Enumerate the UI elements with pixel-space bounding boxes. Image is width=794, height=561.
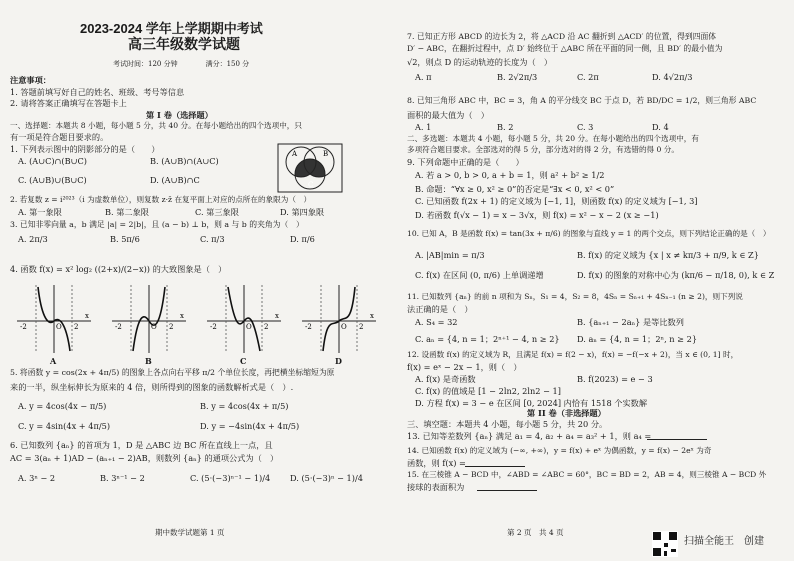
q3-option-a: A. 2π/3 [18, 234, 48, 244]
graph-c-tick-2: 2 [264, 323, 269, 331]
page-footer-right: 第 2 页 共 4 页 [507, 528, 564, 537]
venn-label-b: B [323, 150, 329, 158]
question-7-line3: √2，则点 D 的运动轨迹的长度为（ ） [407, 57, 553, 67]
question-8-line1: 8. 已知三角形 ABC 中，BC = 3，角 A 的平分线交 BC 于点 D，若 BD/DC = 1/2，则三角形 ABC [407, 96, 757, 105]
q1-option-d: D. (A∪B)∩C [150, 175, 200, 185]
graph-option-b [110, 283, 188, 355]
graph-c-tick-neg2: -2 [210, 323, 217, 331]
graph-option-d [300, 283, 378, 355]
graph-b-tick-2: 2 [169, 323, 174, 331]
question-7-line2: D′ − ABC，在翻折过程中，点 D′ 始终位于 △ABC 所在平面的同一侧，且 BD′ 的最小值为 [407, 44, 723, 53]
q8-option-d: D. 4 [652, 122, 669, 132]
q7-option-a: A. π [415, 72, 432, 82]
graph-d-tick-origin: O [341, 323, 347, 331]
q12-option-a: A. f(x) 是奇函数 [415, 374, 476, 384]
page-footer-left: 期中数学试题第 1 页 [155, 528, 225, 537]
notice-1: 1. 答题前填写好自己的姓名、班级、考号等信息 [10, 87, 185, 97]
question-13: 13. 已知等差数列 {aₙ} 满足 a₁ = 4, a₂ + a₄ = a₃² + 1，则 a₄ = [407, 431, 652, 441]
q10-option-b: B. f(x) 的定义域为 {x | x ≠ kπ/3 + π/9, k ∈ Z} [577, 250, 759, 260]
q3-option-c: C. π/3 [200, 234, 225, 244]
q2-option-d: D. 第四象限 [280, 207, 325, 217]
q5-option-a: A. y = 4cos(4x − π/5) [18, 401, 107, 411]
part2-heading: 第 II 卷（非选择题） [527, 408, 606, 418]
graph-b-tick-neg2: -2 [115, 323, 122, 331]
graph-c-label: C [240, 356, 247, 366]
q7-option-d: D. 4√2π/3 [652, 72, 693, 82]
notice-title: 注意事项： [10, 75, 51, 85]
question-6-line1: 6. 已知数列 {aₙ} 的首项为 1，D 是 △ABC 边 BC 所在直线上一点，且 [10, 440, 273, 450]
q12-option-b: B. f(2023) = e − 3 [577, 374, 653, 384]
question-14-line2: 函数，则 f(x) = [407, 458, 466, 468]
venn-label-c: C [308, 181, 314, 189]
q1-option-c: C. (A∪B)∪(B∪C) [18, 175, 87, 185]
q3-option-b: B. 5π/6 [110, 234, 140, 244]
graph-d-tick-2: 2 [359, 323, 364, 331]
q1-option-b: B. (A∪B)∩(A∪C) [150, 156, 219, 166]
exam-info: 考试时间：120 分钟 满分：150 分 [113, 60, 250, 68]
q9-option-b: B. 命题：“∀x ≥ 0, x² ≥ 0”的否定是“∃x < 0, x² < 0” [415, 184, 615, 194]
question-5-line2: 来的一半，纵坐标伸长为原来的 4 倍，则所得到的图象的函数解析式是（ ）. [10, 382, 294, 392]
q9-option-a: A. 若 a > 0, b > 0, a + b = 1，则 a² + b² ≥ 1/2 [415, 170, 605, 180]
q9-option-c: C. 已知函数 f(2x + 1) 的定义域为 [−1, 1]，则函数 f(x) 的定义域为 [−1, 3] [415, 196, 698, 206]
question-10: 10. 已知 A，B 是函数 f(x) = tan(3x + π/6) 的图象与直线 y = 1 的两个交点，则下列结论正确的是（ ） [407, 229, 771, 238]
q11-option-d: D. aₙ = {4, n = 1；2ⁿ, n ≥ 2} [577, 334, 698, 344]
graph-b-label: B [145, 356, 152, 366]
question-1: 1. 下列表示图中的阴影部分的是（ ） [10, 144, 160, 154]
question-5-line1: 5. 将函数 y = cos(2x + 4π/5) 的图象上各点向右平移 π/2 个单位长度，再把横坐标缩短为原 [10, 368, 335, 377]
q10-option-d: D. f(x) 的图象的对称中心为 (kπ/6 − π/18, 0), k ∈ Z [577, 270, 775, 280]
question-2: 2. 若复数 z = i²⁰²³（i 为虚数单位），则复数 z·z̄ 在复平面上对应的点所在的象限为（ ） [10, 195, 312, 204]
question-4: 4. 函数 f(x) = x² log₂ ((2+x)/(2−x)) 的大致图象是（ ） [10, 264, 227, 274]
question-7-line1: 7. 已知正方形 ABCD 的边长为 2，将 △ACD 沿 AC 翻折到 △ACD′ 的位置，得到四面体 [407, 32, 717, 41]
q7-option-b: B. 2√2π/3 [497, 72, 538, 82]
q12-option-d: D. 方程 f(x) = 3 − e 在区间 [0, 2024] 内恰有 1518 个实数解 [415, 398, 648, 408]
part1-heading: 第 I 卷（选择题） [146, 110, 213, 120]
graph-b-x-label: x [180, 312, 184, 320]
q12-option-c: C. f(x) 的值域是 [1 − 2ln2, 2ln2 − 1] [415, 386, 561, 396]
graph-a-tick-2: 2 [74, 323, 79, 331]
q11-option-b: B. {aₙ₊₁ − 2aₙ} 是等比数列 [577, 317, 684, 327]
exam-subtitle: 高三年级数学试题 [128, 37, 240, 53]
q2-option-b: B. 第二象限 [105, 207, 149, 217]
section1-instructions-line1: 一、选择题：本题共 8 小题，每小题 5 分，共 40 分。在每小题给出的四个选项中，只 [10, 121, 302, 130]
question-15-line1: 15. 在三棱锥 A − BCD 中，∠ABD = ∠ABC = 60°，BC = BD = 2，AB = 4，则三棱锥 A − BCD 外 [407, 470, 767, 479]
q6-option-d: D. (5·(−3)ⁿ − 1)/4 [290, 473, 363, 483]
q10-option-c: C. f(x) 在区间 (0, π/6) 上单调递增 [415, 270, 544, 280]
qr-code-icon [652, 531, 678, 557]
question-8-line2: 面积的最大值为（ ） [407, 110, 489, 120]
section1-instructions-line2: 有一项是符合题目要求的。 [10, 132, 109, 142]
graph-b-tick-origin: O [151, 323, 157, 331]
q2-option-c: C. 第三象限 [195, 207, 239, 217]
section2-instructions-line2: 多项符合题目要求。全部选对的得 5 分，部分选对的得 2 分，有选错的得 0 分。 [407, 145, 679, 154]
q14-answer-blank[interactable] [465, 466, 525, 467]
q8-option-c: C. 3 [577, 122, 594, 132]
question-9: 9. 下列命题中正确的是（ ） [407, 157, 524, 167]
graph-option-c [205, 283, 283, 355]
question-11-line2: 法正确的是（ ） [407, 304, 473, 314]
section3-instructions: 三、填空题：本题共 4 小题，每小题 5 分，共 20 分。 [407, 419, 608, 429]
exam-title: 2023-2024 学年上学期期中考试 [80, 21, 263, 36]
scanner-watermark-text: 扫描全能王 创建 [684, 536, 764, 547]
q7-option-c: C. 2π [577, 72, 599, 82]
section2-instructions-line1: 二、多选题：本题共 4 小题，每小题 5 分，共 20 分。在每小题给出的四个选项中，有 [407, 134, 699, 143]
q11-option-c: C. aₙ = {4, n = 1；2ⁿ⁺¹ − 4, n ≥ 2} [415, 334, 560, 344]
question-11-line1: 11. 已知数列 {aₙ} 的前 n 项和为 Sₙ，S₁ = 4，S₂ = 8，4Sₙ = Sₙ₊₁ + 4Sₙ₋₁ (n ≥ 2)，则下列说 [407, 292, 743, 301]
graph-c-tick-origin: O [246, 323, 252, 331]
q1-option-a: A. (A∪C)∩(B∪C) [18, 156, 87, 166]
question-6-line2: AC = 3(aₙ + 1)AD − (aₙ₊₁ − 2)AB，则数列 {aₙ} 的通项公式为（ ） [10, 453, 279, 463]
question-3: 3. 已知非零向量 a，b 满足 |a| = 2|b|，且 (a − b) ⊥ b，则 a 与 b 的夹角为（ ） [10, 220, 304, 229]
q6-option-a: A. 3ⁿ − 2 [18, 473, 56, 483]
q8-option-a: A. 1 [415, 122, 432, 132]
graph-a-x-label: x [85, 312, 89, 320]
graph-c-x-label: x [275, 312, 279, 320]
question-12-line1: 12. 设函数 f(x) 的定义域为 R，且满足 f(x) = f(2 − x)，f(x) = −f(−x + 2)，当 x ∈ (0, 1] 时， [407, 350, 739, 359]
graph-a-label: A [50, 356, 57, 366]
graph-option-a [15, 283, 93, 355]
q5-option-c: C. y = 4sin(4x + 4π/5) [18, 421, 111, 431]
graph-d-label: D [335, 356, 342, 366]
q2-option-a: A. 第一象限 [18, 207, 62, 217]
q6-option-c: C. (5·(−3)ⁿ⁻¹ − 1)/4 [190, 473, 271, 483]
q13-answer-blank[interactable] [647, 439, 707, 440]
question-14-line1: 14. 已知函数 f(x) 的定义域为 (−∞, +∞)，y = f(x) + eˣ 为偶函数，y = f(x) − 2eˣ 为奇 [407, 446, 712, 455]
graph-d-x-label: x [370, 312, 374, 320]
venn-diagram [277, 143, 343, 193]
q9-option-d: D. 若函数 f(√x − 1) = x − 3√x，则 f(x) = x² − x − 2 (x ≥ −1) [415, 210, 659, 220]
q15-answer-blank[interactable] [477, 490, 537, 491]
venn-label-a: A [292, 150, 298, 158]
exam-page-2 [397, 0, 794, 561]
question-12-line2: f(x) = eˣ − 2x − 1，则（ ） [407, 362, 522, 372]
q3-option-d: D. π/6 [290, 234, 315, 244]
graph-d-tick-neg2: -2 [305, 323, 312, 331]
q6-option-b: B. 3ⁿ⁻¹ − 2 [100, 473, 145, 483]
q5-option-b: B. y = 4cos(4x + π/5) [200, 401, 289, 411]
q11-option-a: A. S₄ = 32 [415, 317, 458, 327]
q5-option-d: D. y = −4sin(4x + 4π/5) [200, 421, 300, 431]
q10-option-a: A. |AB|min = π/3 [415, 250, 485, 260]
graph-a-tick-origin: O [56, 323, 62, 331]
notice-2: 2. 请将答案正确填写在答题卡上 [10, 98, 127, 108]
q8-option-b: B. 2 [497, 122, 514, 132]
question-15-line2: 接球的表面积为 [407, 482, 465, 492]
graph-a-tick-neg2: -2 [20, 323, 27, 331]
